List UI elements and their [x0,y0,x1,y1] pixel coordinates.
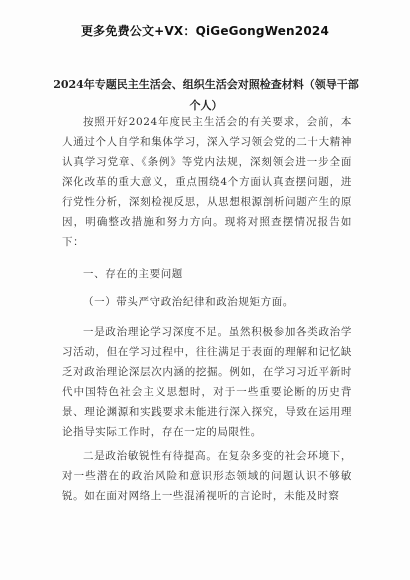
intro-paragraph: 按照开好2024年度民主生活会的有关要求，会前，本人通过个人自学和集体学习，深入学习领会党的二十大精神认真学习党章、《条例》等党内法规，深刻领会进一步全面深化改革的重大意义，重点围绕4个方面认真查摆问题，进行党性分析，深刻检视反思，从思想根源剖析问题产生的原因，明确整改措施和努力方向。现将对照查摆情况报告如下： [62,116,352,248]
section-heading: 一、存在的主要问题 [83,268,183,280]
document-body [62,112,352,510]
body-paragraph-1: 一是政治理论学习深度不足。虽然积极参加各类政治学习活动，但在学习过程中，往往满足于表面的理解和记忆缺乏对政治理论深层次内涵的挖掘。例如，在学习习近平新时代中国特色社会主义思想时，对于一些重要论断的历史背景、理论渊源和实践要求未能进行深入探究，导致在运用理论指导实际工作时，存在一定的局限性。 [62,326,352,438]
body-paragraph-2: 二是政治敏锐性有待提高。在复杂多变的社会环境下，对一些潜在的政治风险和意识形态领域的问题认识不够敏锐。如在面对网络上一些混淆视听的言论时，未能及时察 [62,450,352,502]
subsection-heading: （一）带头严守政治纪律和政治规矩方面。 [83,296,294,308]
document-title: 2024年专题民主生活会、组织生活会对照检查材料（领导干部个人） [53,78,359,112]
promo-banner: 更多免费公文+VX：QiGeGongWen2024 [80,24,329,38]
